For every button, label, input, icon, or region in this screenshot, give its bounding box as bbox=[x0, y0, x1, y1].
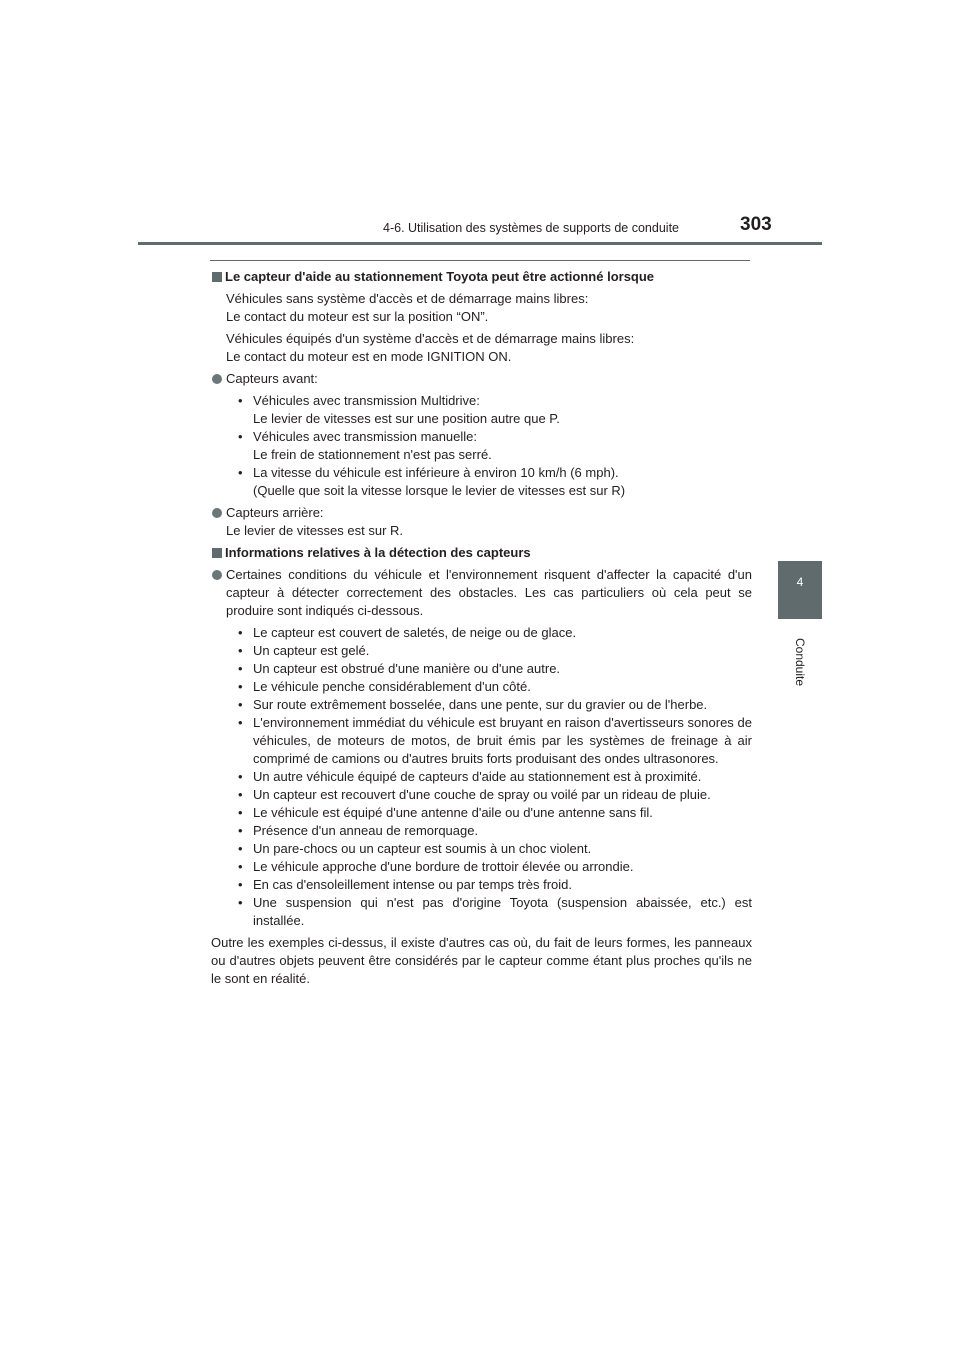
closing-paragraph: Outre les exemples ci-dessus, il existe d'autres cas où, du fait de leurs formes, les panneaux ou d'autres objets peuvent être considérés par le capteur comme étant plus proches qu'ils ne le sont en réalité. bbox=[211, 935, 752, 986]
content-divider bbox=[210, 260, 750, 261]
list-item: • Présence d'un anneau de remorquage. bbox=[236, 822, 752, 840]
chapter-label bbox=[785, 632, 815, 692]
page-content bbox=[211, 268, 752, 988]
paragraph bbox=[211, 330, 752, 366]
paragraph-line: Le contact du moteur est sur la position “ON”. bbox=[226, 309, 489, 324]
circle-bullet-icon bbox=[212, 374, 222, 384]
detection-intro-text: Certaines conditions du véhicule et l'environnement risquent d'affecter la capacité d'un capteur à détecter correctement des obstacles. Les cas particuliers où cela peut se produire sont indiqués ci-dessous. bbox=[226, 567, 752, 618]
rear-sensors-title: Capteurs arrière: bbox=[226, 505, 324, 520]
paragraph bbox=[211, 290, 752, 326]
section-heading bbox=[211, 268, 752, 286]
section-header: 4-6. Utilisation des systèmes de supports de conduite bbox=[383, 221, 679, 235]
list-item bbox=[236, 428, 752, 464]
list-item: • En cas d'ensoleillement intense ou par temps très froid. bbox=[236, 876, 752, 894]
list-item: • Un capteur est gelé. bbox=[236, 642, 752, 660]
list-item: • Un capteur est obstrué d'une manière ou d'une autre. bbox=[236, 660, 752, 678]
square-bullet-icon bbox=[212, 272, 222, 282]
list-item: • L'environnement immédiat du véhicule est bruyant en raison d'avertisseurs sonores de véhicules, de moteurs de motos, de bruit émis par les systèmes de freinage à air comprimé de camions ou d'autres bruits forts produisant des ondes ultrasonores. bbox=[236, 714, 752, 768]
list-item bbox=[236, 392, 752, 428]
front-sensors-title: Capteurs avant: bbox=[226, 371, 318, 386]
list-item: • Le véhicule approche d'une bordure de trottoir élevée ou arrondie. bbox=[236, 858, 752, 876]
list-item: • Sur route extrêmement bosselée, dans une pente, sur du gravier ou de l'herbe. bbox=[236, 696, 752, 714]
front-sensors-item bbox=[211, 370, 752, 388]
list-item-line: (Quelle que soit la vitesse lorsque le levier de vitesses est sur R) bbox=[253, 483, 626, 498]
rear-sensors-text: Le levier de vitesses est sur R. bbox=[226, 523, 404, 538]
list-item-line: • La vitesse du véhicule est inférieure à environ 10 km/h (6 mph). bbox=[253, 465, 619, 480]
list-item: • Un pare-chocs ou un capteur est soumis à un choc violent. bbox=[236, 840, 752, 858]
list-item-line: Le frein de stationnement n'est pas serré. bbox=[253, 447, 492, 462]
circle-bullet-icon bbox=[212, 508, 222, 518]
chapter-tab bbox=[778, 561, 822, 619]
detection-conditions-list bbox=[211, 624, 752, 930]
list-item-line: Le levier de vitesses est sur une position autre que P. bbox=[253, 411, 560, 426]
paragraph-line: Le contact du moteur est en mode IGNITION ON. bbox=[226, 349, 512, 364]
circle-bullet-icon bbox=[212, 570, 222, 580]
list-item: • Un capteur est recouvert d'une couche de spray ou voilé par un rideau de pluie. bbox=[236, 786, 752, 804]
list-item: • Le capteur est couvert de saletés, de neige ou de glace. bbox=[236, 624, 752, 642]
paragraph-line: Véhicules équipés d'un système d'accès et de démarrage mains libres: bbox=[226, 331, 635, 346]
page-number: 303 bbox=[740, 214, 772, 235]
chapter-label-text: Conduite bbox=[793, 637, 807, 687]
section-heading-text: Le capteur d'aide au stationnement Toyota peut être actionné lorsque bbox=[225, 269, 655, 284]
section-heading-text: Informations relatives à la détection des capteurs bbox=[225, 545, 531, 560]
list-item-line: • Véhicules avec transmission manuelle: bbox=[253, 429, 477, 444]
rear-sensors-item bbox=[211, 504, 752, 540]
header-divider bbox=[138, 242, 822, 245]
list-item: • Le véhicule penche considérablement d'un côté. bbox=[236, 678, 752, 696]
detection-intro-item bbox=[211, 566, 752, 620]
list-item-line: • Véhicules avec transmission Multidrive: bbox=[253, 393, 480, 408]
paragraph-line: Véhicules sans système d'accès et de démarrage mains libres: bbox=[226, 291, 589, 306]
front-sensors-list bbox=[211, 392, 752, 500]
list-item: • Une suspension qui n'est pas d'origine Toyota (suspension abaissée, etc.) est installée. bbox=[236, 894, 752, 930]
chapter-number: 4 bbox=[796, 575, 804, 589]
list-item: • Un autre véhicule équipé de capteurs d'aide au stationnement est à proximité. bbox=[236, 768, 752, 786]
list-item: • Le véhicule est équipé d'une antenne d'aile ou d'une antenne sans fil. bbox=[236, 804, 752, 822]
square-bullet-icon bbox=[212, 548, 222, 558]
section-heading bbox=[211, 544, 752, 562]
list-item bbox=[236, 464, 752, 500]
